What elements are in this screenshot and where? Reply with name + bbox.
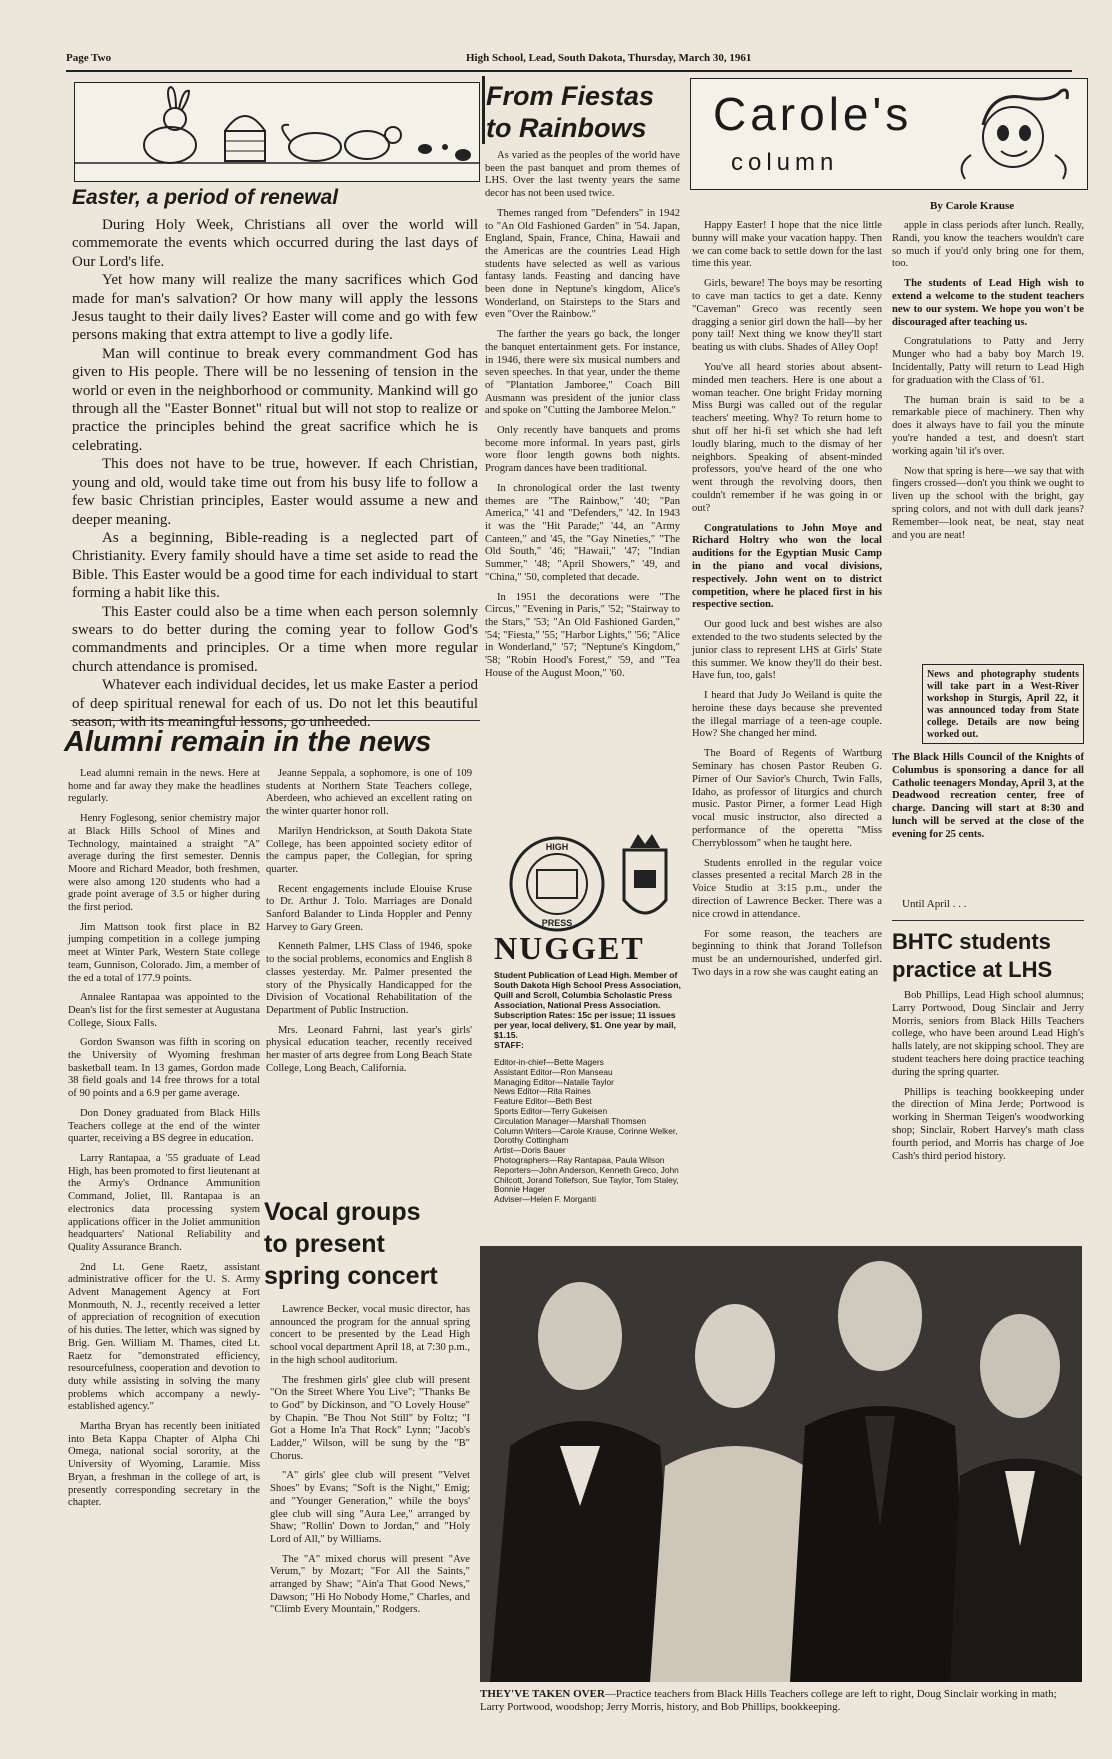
bhtc-paragraph: Phillips is teaching bookkeeping under the direction of Mina Jerde; Portwood is working in Sherman Teigen's woodworking shop; Sinclair, Robert Harvey's math class fourth period, and Morris has charge of Joe Cash's third period history. bbox=[892, 1086, 1084, 1162]
vocal-paragraph: "A" girls' glee club will present "Velvet Shoes" by Evans; "Soft is the Night," Emig; and "Younger Generation," while the boys' glee club will sing "Aura Lee," arranged by Shaw; "Rollin' Down to Jordan," and "Holy Lord of All," by Williams. bbox=[270, 1470, 470, 1545]
vocal-paragraph: The "A" mixed chorus will present "Ave Verum," by Mozart; "For All the Saints," arranged by Shaw; "Ain'a That Good News," Dawson; "Hi Ho Nobody Home," Charles, and "Climb Every Mountain," Rodgers. bbox=[270, 1553, 470, 1616]
carole-column-left bbox=[692, 220, 882, 1220]
carole-paragraph: You've all heard stories about absent-minded men teachers. Here is one about a woman teacher. One bright Friday morning Miss Burgi was called out of the regular teachers' meeting. Why? To return home to shut off her hi-fi set which she had left loudly blaring, much to the dismay of her neighbors. Speaking of absent-minded professors, you've heard of the one who went through the revolving doors, then couldn't remember if he was going in or out? bbox=[692, 361, 882, 514]
photo-caption-lead: THEY'VE TAKEN OVER bbox=[480, 1688, 605, 1700]
alumni-paragraph: Martha Bryan has recently been initiated into Beta Kappa Chapter of Alpha Chi Omega, national social sorority, at the University of Wyoming, Laramie. Miss Bryan, a freshman in the college of art, is presently corresponding secretary in the chapter. bbox=[68, 1421, 260, 1509]
divider bbox=[892, 920, 1084, 921]
carole-paragraph: Happy Easter! I hope that the nice little bunny will make your vacation happy. Then we can come back to settle down for the last time this year. bbox=[692, 220, 882, 270]
alumni-column-1 bbox=[68, 768, 260, 1728]
carole-paragraph: apple in class periods after lunch. Really, Randi, you know the teachers wouldn't care so much if you'd only bring one for them, too. bbox=[892, 220, 1084, 270]
staff-entry: Feature Editor—Beth Best bbox=[494, 1096, 592, 1107]
fiestas-headline bbox=[486, 80, 654, 144]
easter-paragraph: As a beginning, Bible-reading is a neglected part of Christianity. Every family should have a time set aside to read the Bible. This Easter would be a good time for each individual to start forming a habit like this. bbox=[72, 529, 478, 602]
carole-banner-title: Carole's bbox=[713, 88, 913, 140]
alumni-paragraph: Larry Rantapaa, a '55 graduate of Lead High, has been promoted to first lieutenant at the Army's Ordnance Ammunition Command, Joliet, Ill. Rantapaa is an electronics data processing system applications officer in the Joliet ammunition headquarters' National Reliability and Quality Assurance Branch. bbox=[68, 1152, 260, 1253]
vocal-headline-line: to present bbox=[264, 1230, 385, 1258]
carole-paragraph: Students enrolled in the regular voice classes presented a recital March 28 in the Voice Studio at 3:15 p.m., under the direction of Lawrence Becker. There was a nice crowd in attendance. bbox=[692, 857, 882, 920]
nugget-staff-label: STAFF: bbox=[494, 1040, 524, 1050]
carole-byline: By Carole Krause bbox=[930, 200, 1015, 212]
staff-entry: Adviser—Helen F. Morganti bbox=[494, 1194, 596, 1205]
staff-entry: Reporters—John Anderson, Kenneth Greco, John Chilcott, Jorand Tollefson, Sue Taylor, Tom Staley, Bonnie Hager bbox=[494, 1164, 679, 1195]
alumni-paragraph: Gordon Swanson was fifth in scoring on the University of Wyoming freshman basketball team. In 13 games, Gordon made 38 field goals and 14 free throws for a total of 90 points and a 6.9 per game average. bbox=[68, 1037, 260, 1100]
fiestas-headline-line: to Rainbows bbox=[486, 113, 647, 143]
page-header bbox=[66, 52, 1072, 72]
alumni-paragraph: Recent engagements include Elouise Kruse to Dr. Arthur J. Tolo. Marriages are Donald Sanford Balander to Linda Hoppler and Penny Harvey to Gary Green. bbox=[266, 883, 472, 933]
bhtc-headline-line: BHTC students bbox=[892, 929, 1051, 954]
alumni-paragraph: Kenneth Palmer, LHS Class of 1946, spoke to the social problems, economics and English 8 classes yesterday. Mr. Palmer presented the story of the Physically Handicapped for the Division of Vocational Rehabilitation of the Department of Public Instruction. bbox=[266, 941, 472, 1016]
alumni-column-2 bbox=[266, 768, 472, 1188]
nugget-nameplate: NUGGET bbox=[494, 930, 645, 966]
alumni-paragraph: Annalee Rantapaa was appointed to the Dean's list for the first semester at Augustana College, Sioux Falls. bbox=[68, 992, 260, 1029]
bhtc-headline bbox=[892, 928, 1052, 984]
alumni-paragraph: Jim Mattson took first place in B2 jumping competition in a college jumping meet at Winter Park, Western State college team, Gunnison, Colorado. Jim, a member of the ed a total of 177.9 points. bbox=[68, 921, 260, 984]
girl-cartoon-illustration bbox=[951, 85, 1081, 185]
alumni-paragraph: Don Doney graduated from Black Hills Teachers college at the end of the winter quarter, receiving a BS degree in education. bbox=[68, 1107, 260, 1145]
carole-paragraph: The students of Lead High wish to extend a welcome to the student teachers new to our system. We hope you won't be discouraged after teaching us. bbox=[892, 278, 1084, 328]
carole-paragraph: I heard that Judy Jo Weiland is quite the heroine these days because she prevented the illegal marriage of a teen-age couple. How? She changed her mind. bbox=[692, 690, 882, 740]
vocal-article bbox=[270, 1304, 470, 1734]
vocal-headline bbox=[264, 1196, 438, 1292]
easter-paragraph: Whatever each individual decides, let us make Easter a period of deep spiritual renewal for each of us. Do not let this beautiful season, with its meaningful lessons, go unheeded. bbox=[72, 677, 478, 730]
staff-entry: Editor-in-chief—Bette Magers bbox=[494, 1057, 604, 1067]
carole-banner-subtitle: column bbox=[731, 149, 839, 176]
carole-paragraph: The Board of Regents of Wartburg Seminary has chosen Pastor Reuben G. Pirner of Our Savior's Church, Twin Falls, Idaho, as professor of liturgics and church music. Pastor Pirner, a former Lead High vocal music instructor, also directed a performance of the operetta "Miss Cherryblossom" when he taught here. bbox=[692, 748, 882, 849]
easter-headline: Easter, a period of renewal bbox=[72, 186, 339, 209]
bhtc-article bbox=[892, 990, 1084, 1220]
carole-paragraph: Girls, beware! The boys may be resorting to cave man tactics to get a date. Kenny "Caveman" Greco was recently seen dragging a senior girl down the hall—by her pony tail! Next thing we know they'll start beating us with clubs. Shades of Alley Oop! bbox=[692, 278, 882, 354]
fiestas-paragraph: The farther the years go back, the longer the banquet entertainment gets. For instance, in 1946, there were six musical numbers and seven speeches. In that year, under the theme of "Plantation Jamboree," Coach Bill Ausmann was president of the junior class and spoke on "Cutting the Jamboree Melon." bbox=[485, 329, 680, 417]
badge-top-text: HIGH bbox=[545, 842, 569, 852]
dateline: High School, Lead, South Dakota, Thursday, March 30, 1961 bbox=[466, 52, 752, 64]
badge-bottom-text: PRESS bbox=[541, 918, 573, 928]
nugget-staff bbox=[494, 1058, 684, 1205]
bunnies-illustration bbox=[75, 83, 479, 181]
teachers-photo bbox=[480, 1246, 1082, 1682]
staff-entry: Artist—Doris Bauer bbox=[494, 1145, 566, 1156]
workshop-notice-box: News and photography students will take part in a West-River workshop in Sturgis, April 22, it was announced today from State college. Details are now being worked out. bbox=[922, 664, 1084, 744]
until-april: Until April . . . bbox=[902, 898, 967, 910]
nugget-info bbox=[494, 970, 684, 1050]
carole-paragraph: For some reason, the teachers are beginning to think that Jorand Tollefson must be an undernourished, underfed girl. Two days in a row she was caught eating an bbox=[692, 928, 882, 979]
staff-entry: News Editor—Rita Raines bbox=[494, 1086, 591, 1097]
alumni-paragraph: Lead alumni remain in the news. Here at home and far away they make the headlines regularly. bbox=[68, 768, 260, 805]
knights-notice: The Black Hills Council of the Knights of Columbus is sponsoring a dance for all Catholic teenagers Monday, April 3, at the Deadwood recreation center, free of charge. Dancing will start at 8:30 and lunch will be served at the close of the evening for 25 cents. bbox=[892, 752, 1084, 840]
carole-paragraph: Congratulations to John Moye and Richard Holtry who won the local auditions for the Egyptian Music Camp in the piano and vocal divisions, respectively. John went on to district competition, where he placed first in his respective section. bbox=[692, 522, 882, 611]
alumni-paragraph: Henry Foglesong, senior chemistry major at Black Hills School of Mines and Technology, maintained a straight "A" average during the first semester. Dennis Moore and Richard Meador, both freshmen, were also among 120 students who had a grade point average of 3.5 or higher during the first period. bbox=[68, 813, 260, 914]
alumni-paragraph: Jeanne Seppala, a sophomore, is one of 109 students at Northern State Teachers college, Aberdeen, who achieved an excellent rating on the winter quarter honor roll. bbox=[266, 768, 472, 818]
alumni-paragraph: Mrs. Leonard Fahrni, last year's girls' physical education teacher, recently received her master of arts degree from Long Beach State College, Long Beach, California. bbox=[266, 1024, 472, 1074]
staff-entry: Managing Editor—Natalie Taylor bbox=[494, 1076, 614, 1087]
vocal-paragraph: Lawrence Becker, vocal music director, has announced the program for the annual spring concert to be presented by the Lead High school vocal department April 18, at 7:30 p.m., in the high school auditorium. bbox=[270, 1304, 470, 1366]
fiestas-paragraph: In 1951 the decorations were "The Circus," "Evening in Paris," '52; "Stairway to the Stars," '53; "An Old Fashioned Garden," '54; "Fiesta," '55; "Harbor Lights," '56; "Alice in Wonderland," '57; "Neptune's Kingdom," '58; "Robin Hood's Forest," '59, and "Tea House of the August Moon," '60. bbox=[485, 591, 680, 679]
vocal-paragraph: The freshmen girls' glee club will present "On the Street Where You Live"; "Thanks Be to God" by Dickinson, and "O Lovely House" by Chapin. "Be Thou Not Still" by Foltz; "I Got a Home In'a That Rock" Lynn; "Jacob's Ladder," Wilson, will be sung by the "B" Chorus. bbox=[270, 1374, 470, 1462]
photo-caption bbox=[480, 1688, 1082, 1714]
vocal-headline-line: Vocal groups bbox=[264, 1198, 421, 1226]
carole-column-right bbox=[892, 220, 1084, 660]
nugget-info-text: Student Publication of Lead High. Member of South Dakota High School Press Association, Quill and Scroll, Columbia Scholastic Press Association, National Press Association. bbox=[494, 970, 681, 1010]
press-association-badge bbox=[502, 834, 612, 934]
fiestas-paragraph: Only recently have banquets and proms become more informal. In years past, girls wore floor length gowns both nights. Program dances have been traditional. bbox=[485, 425, 680, 475]
carole-paragraph: The human brain is said to be a remarkable piece of machinery. Then why does it always have to fail you the minute you're handed a test, and doesn't start working again 'til it's over. bbox=[892, 394, 1084, 457]
vocal-headline-line: spring concert bbox=[264, 1262, 438, 1290]
staff-entry: Column Writers—Carole Krause, Corinne Welker, Dorothy Cottingham bbox=[494, 1125, 678, 1146]
fiestas-paragraph: As varied as the peoples of the world have been the past banquet and prom themes of LHS. Over the last twenty years the same decor has not been used twice. bbox=[485, 150, 680, 200]
carole-paragraph: Our good luck and best wishes are also extended to the two students selected by the junior class to represent LHS at Girls' State this summer. We know they'll do their best. Have fun, too, gals! bbox=[692, 619, 882, 682]
fiestas-paragraph: In chronological order the last twenty themes are "The Rainbow," '40; "Pan America," '41 and "Defenders," '42. In 1943 it was the "Hit Parade;" '44, an "Army Canteen," and '45, the "Gay Nineties," "The Old South," '46; "Hawaii," '47; "Indian Summer," '48; "April Showers," '49, and "China," '50, completed that decade. bbox=[485, 482, 680, 583]
alumni-headline: Alumni remain in the news bbox=[64, 726, 432, 758]
fiestas-paragraph: Themes ranged from "Defenders" in 1942 to "An Old Fashioned Garden" in '54. Japan, England, Spain, France, China, Hawaii and the Americas are the countries Lead High students have selected as well as various fantasy lands. Feasting and dancing have been done in Neptune's kingdom, Alice's Wonderland, on Stairsteps to the Stars and even "Over the Rainbow." bbox=[485, 207, 680, 321]
fiestas-article bbox=[485, 150, 680, 820]
carole-banner bbox=[690, 78, 1088, 190]
fiestas-headline-line: From Fiestas bbox=[486, 81, 655, 111]
staff-entry: Photographers—Ray Rantapaa, Paula Wilson bbox=[494, 1154, 665, 1165]
school-crest-icon bbox=[616, 830, 674, 930]
page-number: Page Two bbox=[66, 52, 112, 64]
easter-paragraph: During Holy Week, Christians all over the world will commemorate the events which occurred during the last days of Our Lord's life. bbox=[72, 217, 478, 270]
easter-paragraph: This does not have to be true, however. If each Christian, young and old, would take time out from his busy life to follow a few basic Christian principles, Easter would assume a new and deeper meaning. bbox=[72, 456, 478, 528]
easter-paragraph: Man will continue to break every commandment God has given to His people. There will be no lessening of tension in the world or even in the neighborhood or community. Mankind will go through all the "Easter Bonnet" ritual but will not stop to realize or practice the principles behind the great sacrifice which he is celebrating. bbox=[72, 345, 478, 454]
four-men-photo-illustration bbox=[480, 1246, 1082, 1682]
alumni-paragraph: 2nd Lt. Gene Raetz, assistant administrative officer for the U. S. Army Advent Management Agency at Fort Monmouth, N. J., recently received a letter of appreciation of recognition of execution of his duties. The letter, which was signed by Brig. Gen. William M. Thames, cited Lt. Raetz for "demonstrated efficiency, resourcefulness, cooperation and devotion to duty while assisting in solving the many problems which accompany a newly-established agency." bbox=[68, 1261, 260, 1413]
staff-entry: Circulation Manager—Marshall Thomsen bbox=[494, 1115, 647, 1126]
alumni-paragraph: Marilyn Hendrickson, at South Dakota State College, has been appointed society editor of the campus paper, the Collegian, for spring quarter. bbox=[266, 825, 472, 875]
carole-paragraph: Now that spring is here—we say that with fingers crossed—don't you think we ought to liven up the school with the bright, gay spring colors, and not with dull dark jeans? Remember—look neat, be neat, stay neat and you are neat! bbox=[892, 465, 1084, 541]
carole-paragraph: Congratulations to Patty and Jerry Munger who had a baby boy March 19. Incidentally, Patty will return to Lead High for graduation with the Class of '61. bbox=[892, 336, 1084, 386]
easter-paragraph: This Easter could also be a time when each person solemnly swears to do better during the coming year to follow God's commandments and principles. Or a time when more regular church attendance is promised. bbox=[72, 603, 478, 675]
easter-paragraph: Yet how many will realize the many sacrifices which God made for man's salvation? Or how many will apply the lessons Jesus taught to their daily lives? Easter will come and go with few persons making that extra attempt to live a godly life. bbox=[72, 272, 478, 344]
bhtc-headline-line: practice at LHS bbox=[892, 957, 1053, 982]
nugget-subscription: Subscription Rates: 15c per issue; 11 issues per year, local delivery, $1. One year by mail, $1.15. bbox=[494, 1010, 676, 1040]
photo-caption-text: —Practice teachers from Black Hills Teachers college are left to right, Doug Sinclair working in math; Larry Portwood, woodshop; Jerry Morris, history, and Bob Phillips, bookkeeping. bbox=[480, 1688, 1057, 1713]
headline-bar bbox=[482, 76, 485, 144]
staff-entry: Sports Editor—Terry Gukeisen bbox=[494, 1105, 608, 1116]
staff-entry: Assistant Editor—Ron Manseau bbox=[494, 1066, 613, 1077]
bhtc-paragraph: Bob Phillips, Lead High school alumnus; Larry Portwood, Doug Sinclair and Jerry Morris, seniors from Black Hills Teachers college, who have been around Lead High's halls lately, are not skipping school. They are student teachers here doing practice teaching during the spring quarter. bbox=[892, 990, 1084, 1078]
divider bbox=[70, 720, 480, 721]
easter-cartoon bbox=[74, 82, 480, 182]
easter-editorial bbox=[72, 216, 478, 730]
